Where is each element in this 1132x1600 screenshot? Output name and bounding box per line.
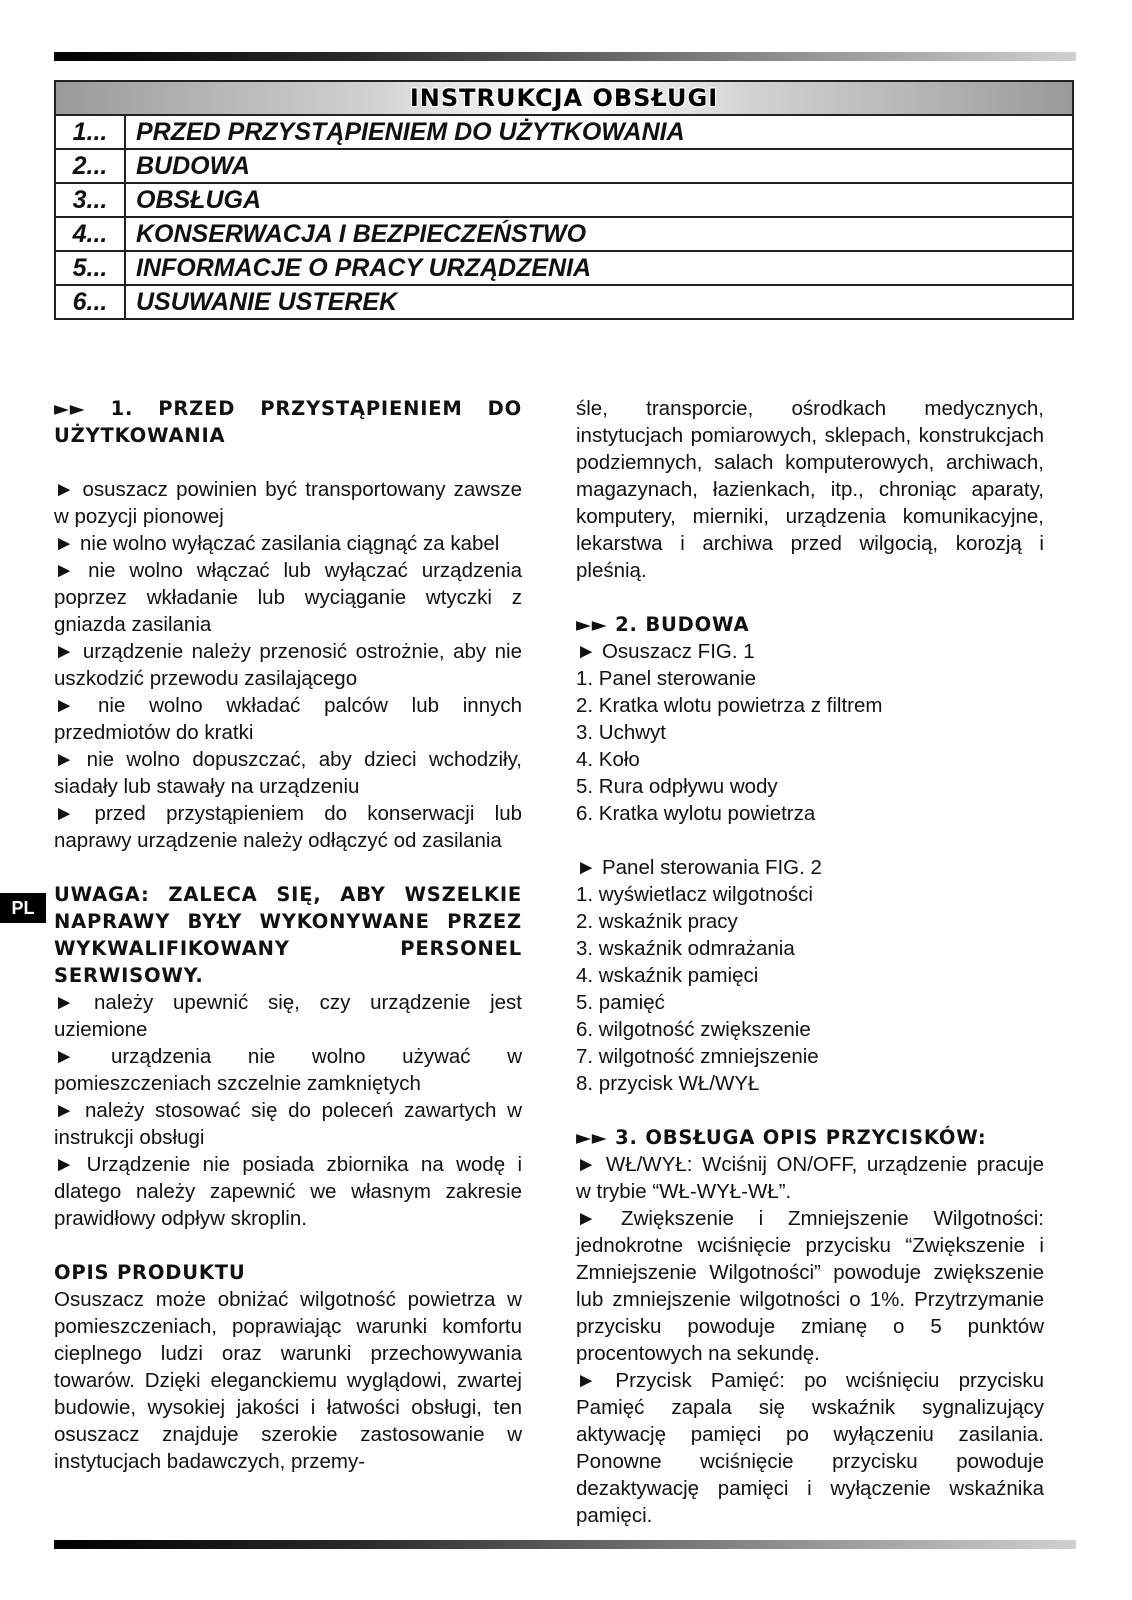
toc-title: OBSŁUGA	[125, 183, 1073, 217]
toc-title: BUDOWA	[125, 149, 1073, 183]
list-item: ► nie wolno wkładać palców lub innych przedmiotów do kratki	[54, 694, 522, 744]
list-item: 8. przycisk WŁ/WYŁ	[576, 1072, 760, 1095]
list-item: ► przed przystąpieniem do konserwacji lub naprawy urządzenie należy odłączyć od zasilania	[54, 802, 522, 852]
toc-row	[55, 149, 1073, 183]
list-item: 5. pamięć	[576, 991, 665, 1014]
list-item: ► należy upewnić się, czy urządzenie jest uziemione	[54, 991, 522, 1041]
product-heading: OPIS PRODUKTU	[54, 1261, 246, 1284]
toc-title: INFORMACJE O PRACY URZĄDZENIA	[125, 251, 1073, 285]
section-3-heading: ►► 3. OBSŁUGA OPIS PRZYCISKÓW:	[576, 1126, 987, 1149]
table-of-contents	[54, 80, 1074, 320]
list-item: ► Przycisk Pamięć: po wciśnięciu przycisku Pamięć zapala się wskaźnik sygnalizujący aktywację pamięci po wyłączeniu zasilania. Ponowne wciśnięcie przycisku powoduje dezaktywację pamięci i wyłączenie wskaźnika pamięci.	[576, 1369, 1044, 1527]
toc-number: 2...	[55, 149, 125, 183]
fig1-label: ► Osuszacz FIG. 1	[576, 640, 755, 663]
list-item: ► nie wolno włączać lub wyłączać urządzenia poprzez wkładanie lub wyciąganie wtyczki z gniazda zasilania	[54, 559, 522, 636]
toc-title: USUWANIE USTEREK	[125, 285, 1073, 319]
list-item: ► urządzenia nie wolno używać w pomieszczeniach szczelnie zamkniętych	[54, 1045, 522, 1095]
list-item: ► WŁ/WYŁ: Wciśnij ON/OFF, urządzenie pracuje w trybie “WŁ-WYŁ-WŁ”.	[576, 1153, 1044, 1203]
toc-heading-row	[55, 81, 1073, 115]
top-rule	[54, 52, 1076, 61]
list-item: 2. wskaźnik pracy	[576, 910, 738, 933]
language-tab: PL	[0, 893, 46, 923]
product-description-continued: śle, transporcie, ośrodkach medycznych, instytucjach pomiarowych, sklepach, konstrukcjach podziemnych, salach komputerowych, archiwach, magazynach, łazienkach, itp., chroniąc aparaty, komputery, mierniki, urządzenia komunikacyjne, lekarstwa i archiwa przed wilgocią, korozją i pleśnią.	[576, 397, 1044, 582]
list-item: ► nie wolno wyłączać zasilania ciągnąć za kabel	[54, 532, 500, 555]
fig2-label: ► Panel sterowania FIG. 2	[576, 856, 822, 879]
left-column	[54, 395, 522, 1475]
toc-title: PRZED PRZYSTĄPIENIEM DO UŻYTKOWANIA	[125, 115, 1073, 149]
list-item: 2. Kratka wlotu powietrza z filtrem	[576, 694, 883, 717]
toc-number: 1...	[55, 115, 125, 149]
toc-row	[55, 115, 1073, 149]
list-item: ► urządzenie należy przenosić ostrożnie, aby nie uszkodzić przewodu zasilającego	[54, 640, 522, 690]
list-item: 6. Kratka wylotu powietrza	[576, 802, 816, 825]
toc-number: 4...	[55, 217, 125, 251]
warning-text: UWAGA: ZALECA SIĘ, ABY WSZELKIE NAPRAWY BYŁY WYKONYWANE PRZEZ WYKWALIFIKOWANY PERSONEL SERWISOWY.	[54, 883, 522, 987]
list-item: ► Urządzenie nie posiada zbiornika na wodę i dlatego należy zapewnić we własnym zakresie prawidłowy odpływ skroplin.	[54, 1153, 522, 1230]
list-item: 6. wilgotność zwiększenie	[576, 1018, 811, 1041]
toc-number: 5...	[55, 251, 125, 285]
list-item: 5. Rura odpływu wody	[576, 775, 778, 798]
bottom-rule	[54, 1540, 1076, 1549]
toc-number: 3...	[55, 183, 125, 217]
toc-row	[55, 285, 1073, 319]
list-item: ► osuszacz powinien być transportowany zawsze w pozycji pionowej	[54, 478, 522, 528]
list-item: 4. wskaźnik pamięci	[576, 964, 759, 987]
section-1-heading: ►► 1. PRZED PRZYSTĄPIENIEM DO UŻYTKOWANIA	[54, 397, 522, 447]
list-item: 3. Uchwyt	[576, 721, 666, 744]
list-item: 1. wyświetlacz wilgotności	[576, 883, 813, 906]
toc-row	[55, 217, 1073, 251]
product-description: Osuszacz może obniżać wilgotność powietrza w pomieszczeniach, poprawiając warunki komfortu cieplnego ludzi oraz warunki przechowywania towarów. Dzięki eleganckiemu wyglądowi, zwartej budowie, wysokiej jakości i łatwości obsługi, ten osuszacz znajduje szerokie zastosowanie w instytucjach badawczych, przemy-	[54, 1288, 522, 1473]
toc-row	[55, 251, 1073, 285]
toc-row	[55, 183, 1073, 217]
section-2-heading: ►► 2. BUDOWA	[576, 613, 750, 636]
toc-heading: INSTRUKCJA OBSŁUGI	[409, 84, 719, 112]
list-item: 1. Panel sterowanie	[576, 667, 757, 690]
list-item: ► należy stosować się do poleceń zawartych w instrukcji obsługi	[54, 1099, 522, 1149]
list-item: 4. Koło	[576, 748, 640, 771]
toc-title: KONSERWACJA I BEZPIECZEŃSTWO	[125, 217, 1073, 251]
toc-number: 6...	[55, 285, 125, 319]
list-item: 3. wskaźnik odmrażania	[576, 937, 795, 960]
list-item: 7. wilgotność zmniejszenie	[576, 1045, 819, 1068]
list-item: ► Zwiększenie i Zmniejszenie Wilgotności: jednokrotne wciśnięcie przycisku “Zwiększenie i Zmniejszenie Wilgotności” powoduje zwiększenie lub zmniejszenie wilgotności o 1%. Przytrzymanie przycisku powoduje zmianę o 5 punktów procentowych na sekundę.	[576, 1207, 1044, 1365]
list-item: ► nie wolno dopuszczać, aby dzieci wchodziły, siadały lub stawały na urządzeniu	[54, 748, 522, 798]
right-column	[576, 395, 1044, 1529]
